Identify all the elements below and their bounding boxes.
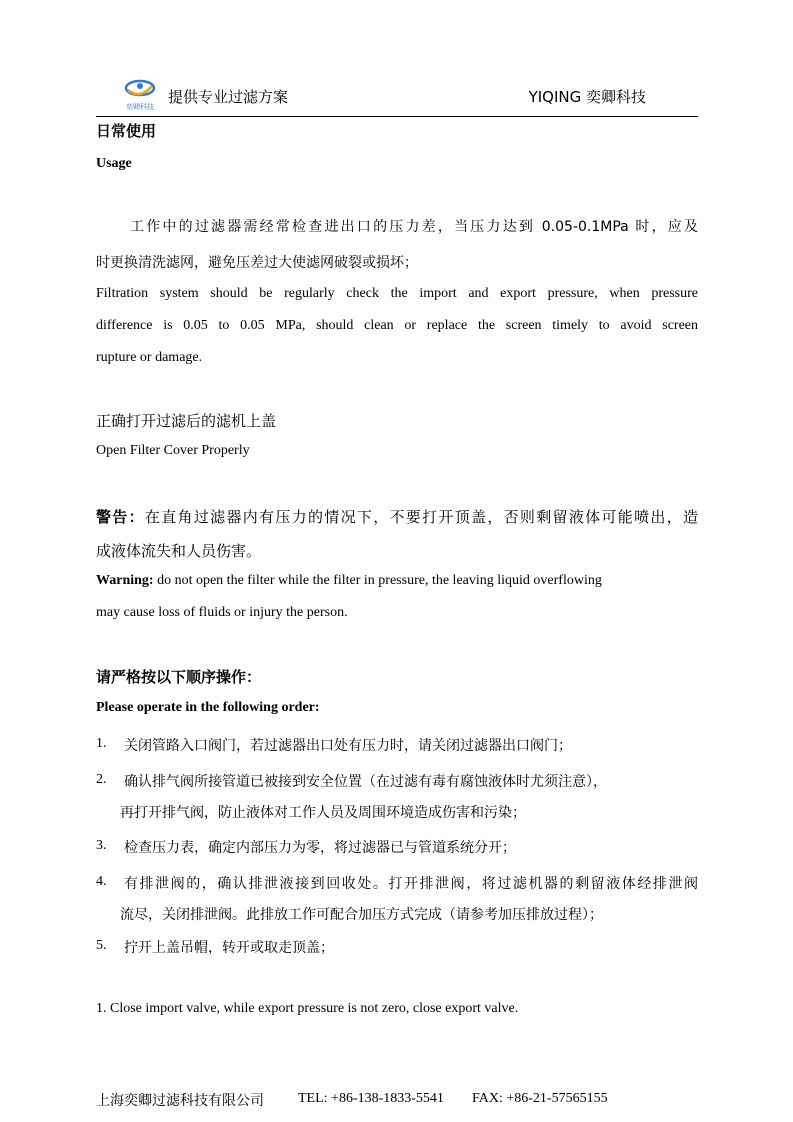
warning-en-line1 bbox=[96, 573, 602, 589]
step-1-number: 1. bbox=[96, 736, 107, 751]
order-heading-en: Please operate in the following order: bbox=[96, 700, 320, 715]
step-5-number: 5. bbox=[96, 938, 107, 953]
en-step-1: 1. Close import valve, while export pressure is not zero, close export valve. bbox=[96, 1001, 519, 1016]
warning-label-en: Warning: bbox=[96, 573, 154, 588]
step-2-text-line1: 确认排气阀所接管道已被接到安全位置（在过滤有毒有腐蚀液体时尤须注意）， bbox=[124, 774, 607, 790]
step-2-number: 2. bbox=[96, 772, 107, 787]
step-1-text: 关闭管路入口阀门，若过滤器出口处有压力时，请关闭过滤器出口阀门； bbox=[124, 738, 572, 754]
company-logo-icon bbox=[120, 74, 160, 112]
open-cover-heading-cn: 正确打开过滤后的滤机上盖 bbox=[96, 412, 277, 430]
warning-label-cn: 警告： bbox=[96, 508, 145, 526]
warning-text-cn-line2: 成液体流失和人员伤害。 bbox=[96, 542, 262, 560]
page-header bbox=[96, 72, 698, 117]
step-4-text-line1: 有排泄阀的，确认排泄液接到回收处。打开排泄阀，将过滤机器的剩留液体经排泄阀 bbox=[124, 876, 698, 892]
step-4-number: 4. bbox=[96, 874, 107, 889]
usage-para-cn-line1: 工作中的过滤器需经常检查进出口的压力差，当压力达到 0.05-0.1MPa 时，应及 bbox=[130, 219, 698, 235]
warning-text-en-line1: do not open the filter while the filter in pressure, the leaving liquid overflowing bbox=[153, 573, 602, 588]
svg-text:奕卿科技: 奕卿科技 bbox=[126, 103, 154, 111]
step-4-text-line2: 流尽，关闭排泄阀。此排放工作可配合加压方式完成（请参考加压排放过程）； bbox=[120, 907, 603, 923]
warning-text-cn-line1: 在直角过滤器内有压力的情况下，不要打开顶盖，否则剩留液体可能喷出，造 bbox=[144, 508, 698, 526]
header-brand: YIQING 奕卿科技 bbox=[528, 88, 646, 106]
footer-tel: TEL: +86-138-1833-5541 bbox=[298, 1091, 444, 1106]
header-slogan: 提供专业过滤方案 bbox=[168, 88, 289, 106]
step-3-number: 3. bbox=[96, 838, 107, 853]
usage-heading-en: Usage bbox=[96, 156, 132, 171]
usage-para-cn-line2: 时更换清洗滤网，避免压差过大使滤网破裂或损坏； bbox=[96, 255, 418, 271]
usage-para-en-line1: Filtration system should be regularly check the import and export pressure, when pressure bbox=[96, 286, 698, 301]
step-2-text-line2: 再打开排气阀，防止液体对工作人员及周围环境造成伤害和污染； bbox=[120, 805, 526, 821]
order-heading-cn: 请严格按以下顺序操作： bbox=[96, 668, 262, 686]
step-3-text: 检查压力表，确定内部压力为零，将过滤器已与管道系统分开； bbox=[124, 840, 516, 856]
step-5-text: 拧开上盖吊帽，转开或取走顶盖； bbox=[124, 940, 334, 956]
warning-text-en-line2: may cause loss of fluids or injury the person. bbox=[96, 605, 348, 620]
footer-fax: FAX: +86-21-57565155 bbox=[472, 1091, 608, 1106]
open-cover-heading-en: Open Filter Cover Properly bbox=[96, 443, 250, 458]
warning-cn-line1 bbox=[96, 506, 698, 527]
usage-para-en-line2: difference is 0.05 to 0.05 MPa, should clean or replace the screen timely to avoid screen bbox=[96, 318, 698, 333]
usage-heading-cn: 日常使用 bbox=[96, 122, 157, 140]
footer-company: 上海奕卿过滤科技有限公司 bbox=[96, 1093, 264, 1109]
usage-para-en-line3: rupture or damage. bbox=[96, 350, 203, 365]
